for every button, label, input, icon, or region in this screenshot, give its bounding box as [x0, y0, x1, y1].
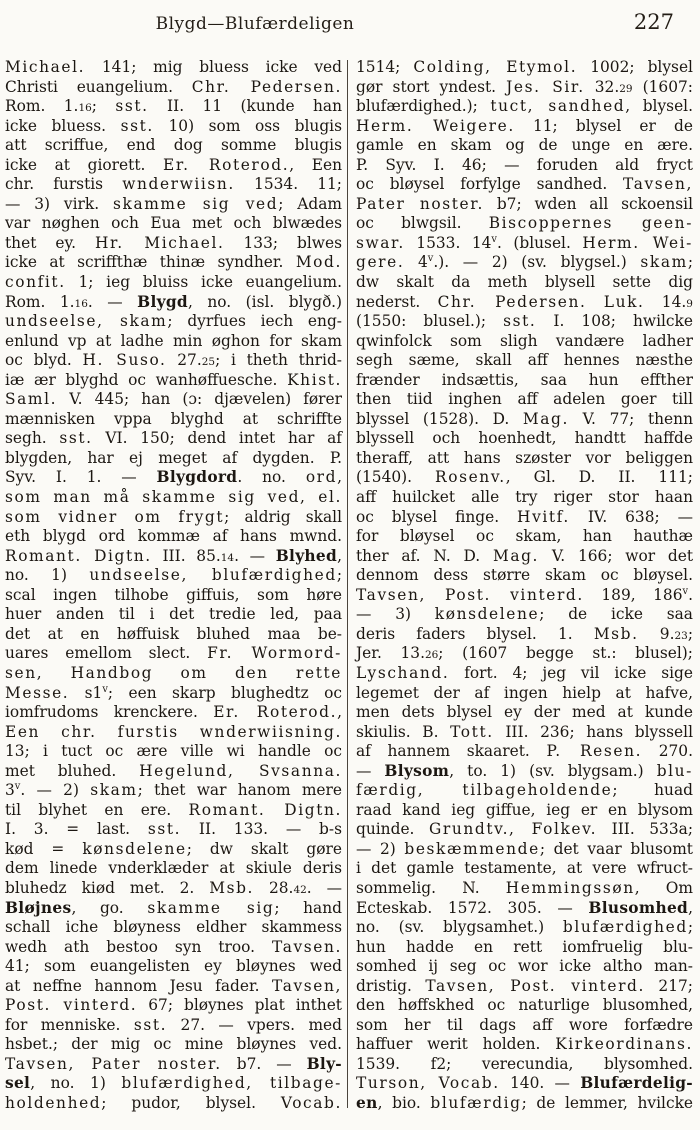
text-line: gamle en skam og de unge en ære.: [356, 136, 693, 155]
text-line: 1539. f2; verecundia, blysomhed.: [356, 1054, 693, 1073]
text-line: blyssell och hoenhedt, handtt haffde: [356, 429, 693, 448]
text-line: quinde. Grundtv., Folkev. III. 533a;: [356, 820, 694, 839]
text-columns: [0, 58, 700, 1114]
text-line: sel, no. 1) blufærdighed, tilbage-: [5, 1074, 342, 1093]
text-line: kød = kønsdelene; dw skalt gøre: [5, 839, 342, 858]
text-line: I. 3. = last. sst. II. 133. — b-s: [5, 820, 342, 839]
text-line: dennom dess større skam oc bløysel.: [356, 566, 693, 585]
running-title: Blygd—Blufærdeligen: [155, 14, 355, 34]
text-line: oc blwgsil. Biscoppernes geen-: [356, 214, 693, 233]
text-line: var nøghen och Eua met och blwædes: [5, 214, 342, 233]
text-line: en, bio. blufærdig; de lemmer, hvilcke: [356, 1093, 694, 1112]
text-line: haffuer werit holden. Kirkeordinans.: [356, 1035, 693, 1054]
text-line: at neffne hannom Jesu fader. Tavsen,: [5, 976, 342, 995]
text-line: uares emellom slect. Fr. Wormord-: [5, 644, 342, 663]
text-line: Lyschand. fort. 4; jeg vil icke sige: [356, 663, 693, 682]
text-line: ther af. N. D. Mag. V. 166; wor det: [356, 546, 694, 565]
text-line: icke at giorett. Er. Roterod., Een: [5, 155, 342, 174]
text-line: skiulis. B. Tott. III. 236; hans blyssell: [356, 722, 693, 741]
text-line: sen, Handbog om den rette: [5, 663, 342, 682]
page-number: 227: [633, 10, 674, 34]
text-line: P. Syv. I. 46; — foruden ald fryct: [356, 155, 693, 174]
text-line: Saml. V. 445; han (ɔ: djævelen) fører: [5, 390, 342, 409]
text-line: oc bløysel forfylge sandhed. Tavsen,: [356, 175, 693, 194]
text-line: færdig, tilbageholdende; huad: [356, 781, 693, 800]
text-line: 3$^v$. — 2) skam; thet war hanom mere: [5, 781, 342, 800]
text-line: no. 1) undseelse, blufærdighed;: [5, 566, 342, 585]
text-line: 41; som euangelisten ey bløynes wed: [5, 957, 342, 976]
text-line: no. (sv. blygsamhet.) blufærdighed;: [356, 918, 693, 937]
text-line: dw skalt da meth blysell sette dig: [356, 273, 693, 292]
text-line: legemet der af ingen hielp at hafve,: [356, 683, 693, 702]
text-line: icke at scriffthæ thinæ syndher. Mod.: [5, 253, 342, 272]
text-line: i det gamle testamente, at vere wfruct-: [356, 859, 693, 878]
text-line: oc blysel finge. Hvitf. IV. 638; —: [356, 507, 693, 526]
text-line: icke bluess. sst. 10) som oss blugis: [5, 116, 342, 135]
text-line: blufærdighed.); tuct, sandhed, blysel.: [356, 97, 693, 116]
page-header: [0, 0, 700, 58]
text-line: 1514; Colding, Etymol. 1002; blysel: [356, 58, 693, 76]
text-line: holdenhed; pudor, blysel. Vocab.: [5, 1093, 342, 1112]
text-line: theraff, att hans szøster vor beliggen: [356, 448, 693, 467]
text-line: aff huilcket alle try riger stor haan: [356, 488, 693, 507]
text-line: wedh ath bestoo syn troo. Tavsen.: [5, 937, 342, 956]
text-line: som her til dags aff wore forfædre: [356, 1015, 693, 1034]
text-line: enlund vp at ladhe min øghon for skam: [5, 331, 342, 350]
text-line: Bløjnes, go. skamme sig; hand: [5, 898, 342, 917]
text-line: confit. 1; ieg bluiss icke euangelium.: [5, 273, 342, 292]
text-line: frænder indsættis, saa hun effther: [356, 370, 693, 389]
text-line: Herm. Weigere. 11; blysel er de: [356, 116, 693, 135]
column-left: [5, 58, 346, 1114]
text-line: Ecteskab. 1572. 305. — Blusomhed,: [356, 898, 693, 917]
text-line: — 3) virk. skamme sig ved; Adam: [5, 194, 342, 213]
text-line: iæ ær blyghd oc wanhøffuesche. Khist.: [5, 370, 342, 389]
text-line: bluhedz kiød met. 2. Msb. 28.42. —: [5, 878, 342, 897]
text-line: swar. 1533. 14$^v$. (blusel. Herm. Wei-: [356, 233, 693, 252]
text-line: hsbet.; der mig oc mine bløynes ved.: [5, 1035, 342, 1054]
text-line: met bluhed. Hegelund, Svsanna.: [5, 761, 342, 780]
column-divider: [347, 60, 348, 1108]
text-line: eth blygd ord kommæ af hans mwnd.: [5, 527, 342, 546]
text-line: som vidner om frygt; aldrig skall: [5, 507, 343, 526]
column-right: [349, 58, 693, 1114]
text-line: chr. furstis wnderwiisn. 1534. 11;: [5, 175, 342, 194]
text-line: Rom. 1.16; sst. II. 11 (kunde han: [5, 97, 343, 116]
text-line: Romant. Digtn. III. 85.14. — Blyhed,: [5, 546, 342, 565]
text-line: att scriffue, end dog somme blugis: [5, 136, 342, 155]
text-line: raad kand ieg giffue, ieg er en blysom: [356, 800, 693, 819]
text-line: segh. sst. VI. 150; dend intet har af: [5, 429, 342, 448]
text-line: Pater noster. b7; wden all sckoensil: [356, 194, 694, 213]
text-line: dristig. Tavsen, Post. vinterd. 217;: [356, 976, 693, 995]
text-line: for bløysel oc skam, han hauthæ: [356, 527, 693, 546]
text-line: men dets blysel ey der med at kunde: [356, 703, 693, 722]
text-line: mænnisken vppa blyghd at schriffte: [5, 409, 342, 428]
text-line: somhed ij seg oc wor icke altho man-: [356, 957, 693, 976]
text-line: undseelse, skam; dyrfues iech eng-: [5, 312, 342, 331]
text-line: Jer. 13.26; (1607 begge st.: blusel);: [356, 644, 693, 663]
text-line: Post. vinterd. 67; bløynes plat inthet: [5, 996, 342, 1015]
text-line: Rom. 1.16. — Blygd, no. (isl. blygð.): [5, 292, 342, 311]
text-line: Christi euangelium. Chr. Pedersen.: [5, 77, 342, 96]
text-line: for menniske. sst. 27. — vpers. med: [5, 1015, 342, 1034]
text-line: — 2) beskæmmende; det vaar blusomt: [356, 839, 693, 858]
text-line: qwinfolck som sligh vandære ladher: [356, 331, 693, 350]
text-line: Michael. 141; mig bluess icke ved: [5, 58, 342, 76]
text-line: Syv. I. 1. — Blygdord. no. ord,: [5, 468, 342, 487]
text-line: segh sæme, skall aff hennes næsthe: [356, 351, 693, 370]
text-line: gør stort yndest. Jes. Sir. 32.29 (1607:: [356, 77, 693, 96]
text-line: — 3) kønsdelene; de icke saa: [356, 605, 693, 624]
text-line: gere. 4$^v$.). — 2) (sv. blygsel.) skam;: [356, 253, 693, 272]
text-line: som man må skamme sig ved, el.: [5, 488, 342, 507]
text-line: sommelig. N. Hemmingssøn, Om: [356, 878, 693, 897]
text-line: blyssel (1528). D. Mag. V. 77; thenn: [356, 409, 693, 428]
text-line: schall iche bløyness eldher skammess: [5, 918, 342, 937]
text-line: oc blyd. H. Suso. 27.25; i theth thrid-: [5, 351, 343, 370]
text-line: Tavsen, Pater noster. b7. — Bly-: [5, 1054, 342, 1073]
text-line: deris faders blysel. 1. Msb. 9.23;: [356, 624, 693, 643]
text-line: (1550: blusel.); sst. I. 108; hwilcke: [356, 312, 693, 331]
text-line: scal ingen tilhobe giffuis, som høre: [5, 585, 342, 604]
text-line: iomfrudoms krenckere. Er. Roterod.,: [5, 703, 342, 722]
text-line: af hannem skaaret. P. Resen. 270.: [356, 742, 693, 761]
text-line: 13; i tuct oc ære ville wi handle oc: [5, 742, 342, 761]
text-line: det at en høffuisk bluhed maa be-: [5, 624, 342, 643]
text-line: Messe. s1$^v$; een skarp blughedtz oc: [5, 683, 342, 702]
text-line: thet ey. Hr. Michael. 133; blwes: [5, 233, 342, 252]
text-line: Turson, Vocab. 140. — Blufærdelig-: [356, 1074, 693, 1093]
text-line: dem linede vnderklæder at skiule deris: [5, 859, 342, 878]
text-line: den høffskhed oc naturlige blusomhed,: [356, 996, 693, 1015]
text-line: nederst. Chr. Pedersen. Luk. 14.9: [356, 292, 693, 311]
text-line: (1540). Rosenv., Gl. D. II. 111;: [356, 468, 693, 487]
text-line: hun hadde en rett iomfruelig blu-: [356, 937, 693, 956]
text-line: then tiid inghen aff adelen goer till: [356, 390, 693, 409]
text-line: til blyhet en ere. Romant. Digtn.: [5, 800, 342, 819]
text-line: huer anden til i det tredie led, paa: [5, 605, 342, 624]
text-line: Tavsen, Post. vinterd. 189, 186$^v$.: [356, 585, 693, 604]
text-line: Een chr. furstis wnderwiisning.: [5, 722, 342, 741]
text-line: — Blysom, to. 1) (sv. blygsam.) blu-: [356, 761, 693, 780]
text-line: blygden, har ej meget af dygden. P.: [5, 448, 342, 467]
